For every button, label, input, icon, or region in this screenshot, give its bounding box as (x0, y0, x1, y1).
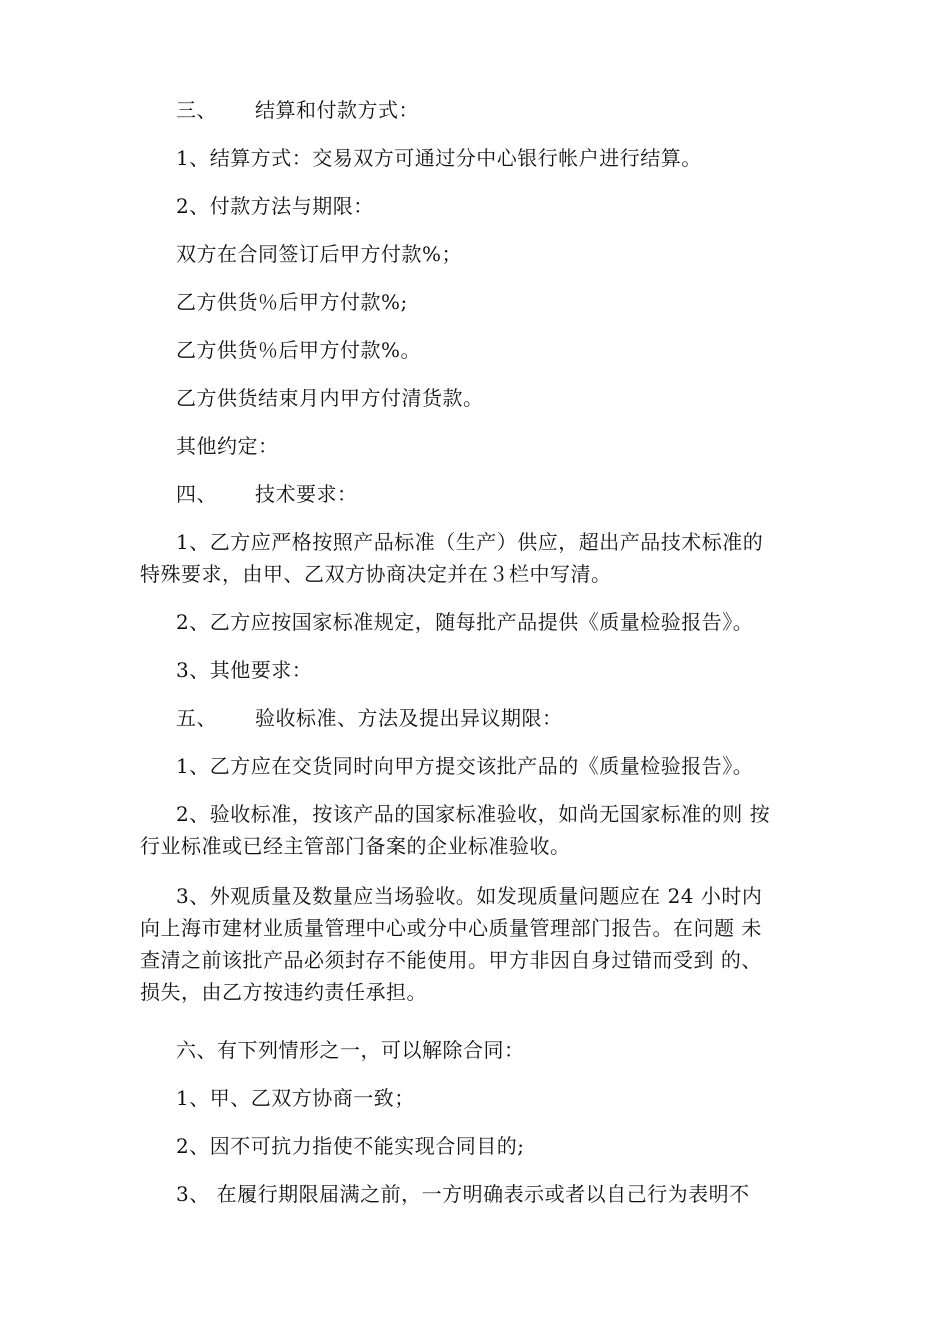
item-5-3-line-4: 损失，由乙方按违约责任承担。 (140, 980, 427, 1004)
item-6-1: 1、甲、乙双方协商一致； (176, 1086, 415, 1110)
item-5-3-line-2: 向上海市建材业质量管理中心或分中心质量管理部门报告。在问题 未 (140, 916, 762, 940)
item-5-3-line-3: 查清之前该批产品必须封存不能使用。甲方非因自身过错而受到 的、 (140, 948, 762, 972)
item-5-2-line-2: 行业标准或已经主管部门备案的企业标准验收。 (140, 834, 571, 858)
section-4-title: 技术要求： (255, 482, 358, 506)
item-4-1 (140, 526, 830, 590)
item-5-3-line-1: 3、外观质量及数量应当场验收。如发现质量问题应在 24 小时内 (176, 884, 763, 908)
section-3-title: 结算和付款方式： (255, 98, 419, 122)
section-5-heading (176, 702, 830, 734)
item-6-2: 2、因不可抗力指使不能实现合同目的; (176, 1134, 525, 1158)
section-5-title: 验收标准、方法及提出异议期限： (255, 706, 563, 730)
item-5-3 (140, 880, 830, 1008)
section-3-heading (176, 94, 830, 126)
section-5-number: 五、 (176, 706, 217, 730)
payment-term-d: 乙方供货结束月内甲方付清货款。 (176, 386, 484, 410)
item-4-2: 2、乙方应按国家标准规定，随每批产品提供《质量检验报告》。 (176, 610, 754, 634)
section-6-heading: 六、有下列情形之一，可以解除合同： (176, 1038, 525, 1062)
payment-term-a: 双方在合同签订后甲方付款%； (176, 242, 463, 266)
item-4-1-line-2: 特殊要求，由甲、乙双方协商决定并在３栏中写清。 (140, 562, 612, 586)
item-5-2 (140, 798, 830, 862)
item-5-1: 1、乙方应在交货同时向甲方提交该批产品的《质量检验报告》。 (176, 754, 754, 778)
payment-term-c: 乙方供货％后甲方付款%。 (176, 338, 422, 362)
other-agreement: 其他约定： (176, 434, 279, 458)
item-5-2-line-1: 2、验收标准，按该产品的国家标准验收，如尚无国家标准的则 按 (176, 802, 771, 826)
section-3-number: 三、 (176, 98, 217, 122)
item-3-2: 2、付款方法与期限： (176, 194, 374, 218)
payment-term-b: 乙方供货％后甲方付款%; (176, 290, 408, 314)
item-4-1-line-1: 1、乙方应严格按照产品标准（生产）供应，超出产品技术标准的 (176, 530, 764, 554)
section-4-number: 四、 (176, 482, 217, 506)
section-4-heading (176, 478, 830, 510)
item-6-3: 3、 在履行期限届满之前，一方明确表示或者以自己行为表明不 (176, 1182, 750, 1206)
item-4-3: 3、其他要求： (176, 658, 313, 682)
item-3-1: 1、结算方式：交易双方可通过分中心银行帐户进行结算。 (176, 146, 702, 170)
